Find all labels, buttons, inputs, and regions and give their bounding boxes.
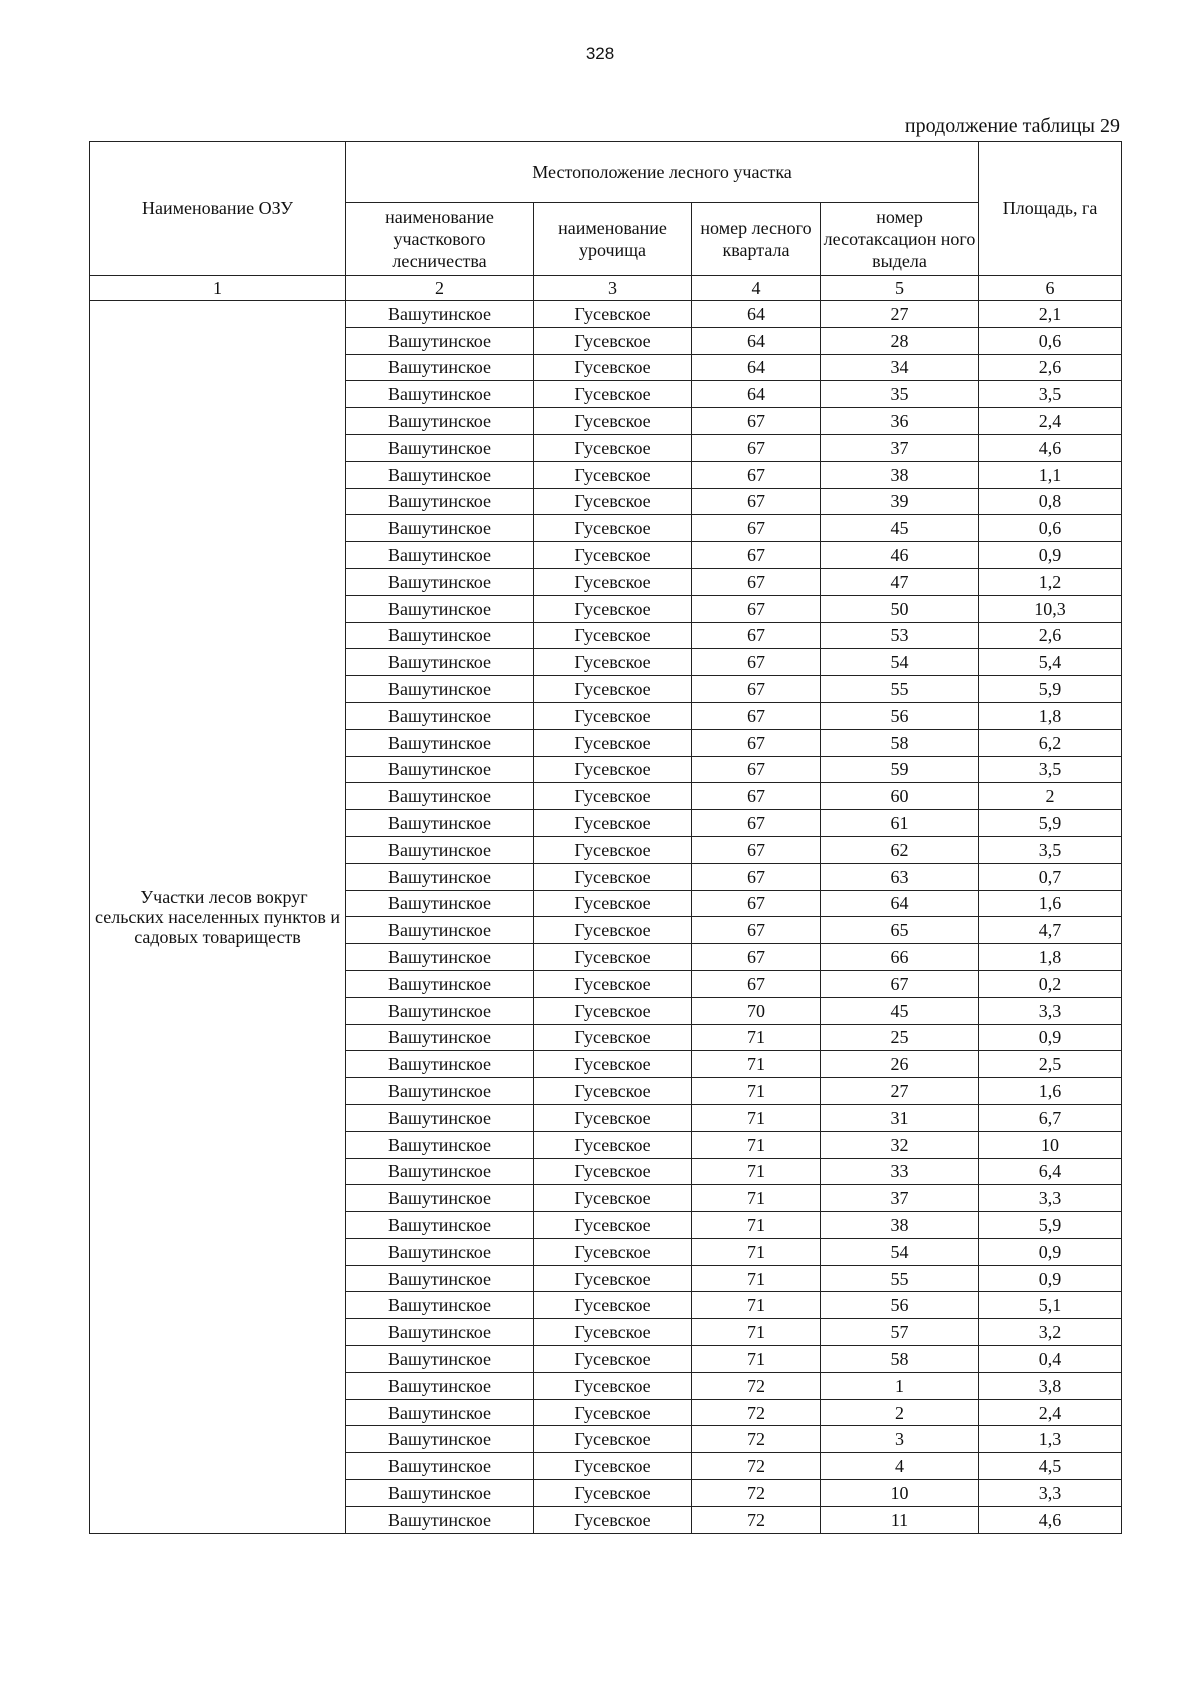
cell-quarter: 71 xyxy=(692,1212,821,1239)
cell-area: 3,5 xyxy=(979,756,1122,783)
cell-tract: Гусевское xyxy=(534,970,692,997)
cell-quarter: 71 xyxy=(692,1346,821,1373)
cell-quarter: 71 xyxy=(692,1265,821,1292)
cell-area: 1,6 xyxy=(979,890,1122,917)
cell-forestry: Вашутинское xyxy=(346,488,534,515)
cell-tract: Гусевское xyxy=(534,1319,692,1346)
header-area: Площадь, га xyxy=(979,142,1122,276)
cell-area: 0,6 xyxy=(979,515,1122,542)
cell-allotment: 67 xyxy=(821,970,979,997)
cell-forestry: Вашутинское xyxy=(346,1426,534,1453)
cell-tract: Гусевское xyxy=(534,1238,692,1265)
cell-quarter: 67 xyxy=(692,863,821,890)
cell-forestry: Вашутинское xyxy=(346,1319,534,1346)
cell-allotment: 58 xyxy=(821,729,979,756)
cell-forestry: Вашутинское xyxy=(346,1480,534,1507)
cell-allotment: 54 xyxy=(821,1238,979,1265)
cell-tract: Гусевское xyxy=(534,1024,692,1051)
cell-area: 5,4 xyxy=(979,649,1122,676)
cell-area: 6,2 xyxy=(979,729,1122,756)
ozu-label-line1: Участки лесов вокруг xyxy=(140,886,308,907)
cell-quarter: 67 xyxy=(692,461,821,488)
cell-forestry: Вашутинское xyxy=(346,1158,534,1185)
table-row xyxy=(90,301,1122,328)
cell-allotment: 10 xyxy=(821,1480,979,1507)
column-number: 4 xyxy=(692,276,821,301)
cell-area: 6,4 xyxy=(979,1158,1122,1185)
forest-plots-table xyxy=(89,141,1122,1534)
cell-allotment: 62 xyxy=(821,836,979,863)
cell-forestry: Вашутинское xyxy=(346,408,534,435)
cell-forestry: Вашутинское xyxy=(346,1051,534,1078)
cell-quarter: 64 xyxy=(692,381,821,408)
column-number: 5 xyxy=(821,276,979,301)
cell-tract: Гусевское xyxy=(534,354,692,381)
cell-area: 5,9 xyxy=(979,1212,1122,1239)
cell-allotment: 38 xyxy=(821,461,979,488)
cell-tract: Гусевское xyxy=(534,836,692,863)
cell-area: 4,6 xyxy=(979,434,1122,461)
cell-tract: Гусевское xyxy=(534,1051,692,1078)
cell-forestry: Вашутинское xyxy=(346,756,534,783)
cell-quarter: 72 xyxy=(692,1426,821,1453)
cell-quarter: 72 xyxy=(692,1480,821,1507)
cell-quarter: 67 xyxy=(692,568,821,595)
cell-quarter: 67 xyxy=(692,542,821,569)
cell-tract: Гусевское xyxy=(534,944,692,971)
cell-tract: Гусевское xyxy=(534,1104,692,1131)
cell-forestry: Вашутинское xyxy=(346,1292,534,1319)
header-ozu-name: Наименование ОЗУ xyxy=(90,142,346,276)
cell-area: 2,6 xyxy=(979,354,1122,381)
cell-tract: Гусевское xyxy=(534,997,692,1024)
cell-forestry: Вашутинское xyxy=(346,997,534,1024)
cell-quarter: 67 xyxy=(692,595,821,622)
cell-tract: Гусевское xyxy=(534,461,692,488)
cell-forestry: Вашутинское xyxy=(346,515,534,542)
cell-allotment: 26 xyxy=(821,1051,979,1078)
cell-area: 2,5 xyxy=(979,1051,1122,1078)
cell-tract: Гусевское xyxy=(534,515,692,542)
cell-tract: Гусевское xyxy=(534,1292,692,1319)
cell-forestry: Вашутинское xyxy=(346,1346,534,1373)
cell-area: 2,4 xyxy=(979,408,1122,435)
cell-quarter: 64 xyxy=(692,327,821,354)
cell-forestry: Вашутинское xyxy=(346,622,534,649)
cell-allotment: 37 xyxy=(821,434,979,461)
header-allotment: номер лесотаксацион ного выдела xyxy=(821,203,979,276)
cell-allotment: 28 xyxy=(821,327,979,354)
cell-area: 10,3 xyxy=(979,595,1122,622)
header-tract: наименование урочища xyxy=(534,203,692,276)
cell-quarter: 72 xyxy=(692,1372,821,1399)
cell-quarter: 67 xyxy=(692,756,821,783)
cell-quarter: 67 xyxy=(692,622,821,649)
cell-tract: Гусевское xyxy=(534,890,692,917)
cell-allotment: 55 xyxy=(821,676,979,703)
cell-tract: Гусевское xyxy=(534,622,692,649)
cell-area: 3,3 xyxy=(979,1185,1122,1212)
cell-area: 2,4 xyxy=(979,1399,1122,1426)
cell-tract: Гусевское xyxy=(534,1399,692,1426)
cell-quarter: 71 xyxy=(692,1024,821,1051)
cell-forestry: Вашутинское xyxy=(346,783,534,810)
cell-area: 4,7 xyxy=(979,917,1122,944)
cell-tract: Гусевское xyxy=(534,595,692,622)
cell-forestry: Вашутинское xyxy=(346,568,534,595)
cell-forestry: Вашутинское xyxy=(346,970,534,997)
cell-quarter: 67 xyxy=(692,729,821,756)
cell-quarter: 67 xyxy=(692,676,821,703)
cell-quarter: 67 xyxy=(692,515,821,542)
cell-forestry: Вашутинское xyxy=(346,542,534,569)
cell-area: 5,1 xyxy=(979,1292,1122,1319)
cell-forestry: Вашутинское xyxy=(346,944,534,971)
cell-allotment: 59 xyxy=(821,756,979,783)
cell-tract: Гусевское xyxy=(534,408,692,435)
cell-quarter: 67 xyxy=(692,702,821,729)
cell-forestry: Вашутинское xyxy=(346,1078,534,1105)
cell-forestry: Вашутинское xyxy=(346,1131,534,1158)
cell-allotment: 4 xyxy=(821,1453,979,1480)
cell-area: 1,6 xyxy=(979,1078,1122,1105)
ozu-label-rest: сельских населенных пунктов и садовых товариществ xyxy=(95,906,340,947)
cell-area: 1,2 xyxy=(979,568,1122,595)
cell-forestry: Вашутинское xyxy=(346,890,534,917)
cell-tract: Гусевское xyxy=(534,301,692,328)
cell-area: 3,8 xyxy=(979,1372,1122,1399)
cell-tract: Гусевское xyxy=(534,1506,692,1533)
cell-tract: Гусевское xyxy=(534,649,692,676)
cell-tract: Гусевское xyxy=(534,729,692,756)
cell-tract: Гусевское xyxy=(534,542,692,569)
cell-quarter: 71 xyxy=(692,1051,821,1078)
cell-tract: Гусевское xyxy=(534,327,692,354)
cell-quarter: 71 xyxy=(692,1158,821,1185)
cell-area: 10 xyxy=(979,1131,1122,1158)
cell-tract: Гусевское xyxy=(534,1185,692,1212)
cell-forestry: Вашутинское xyxy=(346,1238,534,1265)
cell-allotment: 47 xyxy=(821,568,979,595)
column-number: 3 xyxy=(534,276,692,301)
cell-forestry: Вашутинское xyxy=(346,595,534,622)
cell-area: 0,7 xyxy=(979,863,1122,890)
cell-area: 0,9 xyxy=(979,1238,1122,1265)
cell-quarter: 72 xyxy=(692,1506,821,1533)
cell-quarter: 71 xyxy=(692,1238,821,1265)
cell-allotment: 66 xyxy=(821,944,979,971)
cell-allotment: 36 xyxy=(821,408,979,435)
cell-allotment: 55 xyxy=(821,1265,979,1292)
cell-tract: Гусевское xyxy=(534,1265,692,1292)
cell-quarter: 67 xyxy=(692,836,821,863)
cell-allotment: 38 xyxy=(821,1212,979,1239)
cell-allotment: 25 xyxy=(821,1024,979,1051)
cell-tract: Гусевское xyxy=(534,863,692,890)
cell-allotment: 11 xyxy=(821,1506,979,1533)
cell-allotment: 45 xyxy=(821,997,979,1024)
cell-forestry: Вашутинское xyxy=(346,1453,534,1480)
cell-tract: Гусевское xyxy=(534,434,692,461)
cell-forestry: Вашутинское xyxy=(346,863,534,890)
cell-allotment: 65 xyxy=(821,917,979,944)
cell-forestry: Вашутинское xyxy=(346,676,534,703)
cell-area: 0,9 xyxy=(979,1024,1122,1051)
column-number-row xyxy=(90,276,1122,301)
cell-tract: Гусевское xyxy=(534,1346,692,1373)
cell-forestry: Вашутинское xyxy=(346,1024,534,1051)
cell-tract: Гусевское xyxy=(534,488,692,515)
cell-area: 3,3 xyxy=(979,997,1122,1024)
cell-allotment: 54 xyxy=(821,649,979,676)
cell-area: 3,3 xyxy=(979,1480,1122,1507)
cell-allotment: 32 xyxy=(821,1131,979,1158)
cell-quarter: 71 xyxy=(692,1185,821,1212)
cell-area: 5,9 xyxy=(979,676,1122,703)
cell-quarter: 64 xyxy=(692,301,821,328)
cell-allotment: 60 xyxy=(821,783,979,810)
cell-tract: Гусевское xyxy=(534,381,692,408)
cell-quarter: 71 xyxy=(692,1131,821,1158)
cell-forestry: Вашутинское xyxy=(346,354,534,381)
cell-allotment: 33 xyxy=(821,1158,979,1185)
cell-quarter: 71 xyxy=(692,1292,821,1319)
cell-forestry: Вашутинское xyxy=(346,729,534,756)
cell-quarter: 71 xyxy=(692,1078,821,1105)
cell-area: 2,6 xyxy=(979,622,1122,649)
cell-forestry: Вашутинское xyxy=(346,327,534,354)
cell-quarter: 67 xyxy=(692,434,821,461)
cell-forestry: Вашутинское xyxy=(346,381,534,408)
cell-forestry: Вашутинское xyxy=(346,702,534,729)
cell-area: 0,2 xyxy=(979,970,1122,997)
cell-tract: Гусевское xyxy=(534,1131,692,1158)
cell-quarter: 67 xyxy=(692,917,821,944)
cell-tract: Гусевское xyxy=(534,756,692,783)
cell-tract: Гусевское xyxy=(534,676,692,703)
page-number: 328 xyxy=(585,44,615,63)
cell-area: 5,9 xyxy=(979,810,1122,837)
cell-tract: Гусевское xyxy=(534,1078,692,1105)
cell-allotment: 2 xyxy=(821,1399,979,1426)
cell-tract: Гусевское xyxy=(534,1480,692,1507)
cell-allotment: 31 xyxy=(821,1104,979,1131)
cell-allotment: 27 xyxy=(821,301,979,328)
cell-allotment: 50 xyxy=(821,595,979,622)
cell-allotment: 46 xyxy=(821,542,979,569)
cell-quarter: 72 xyxy=(692,1453,821,1480)
header-row xyxy=(90,142,1122,203)
cell-allotment: 1 xyxy=(821,1372,979,1399)
cell-forestry: Вашутинское xyxy=(346,1185,534,1212)
cell-tract: Гусевское xyxy=(534,568,692,595)
cell-area: 1,1 xyxy=(979,461,1122,488)
cell-allotment: 39 xyxy=(821,488,979,515)
header-quarter: номер лесного квартала xyxy=(692,203,821,276)
cell-area: 4,5 xyxy=(979,1453,1122,1480)
cell-quarter: 67 xyxy=(692,408,821,435)
cell-area: 3,2 xyxy=(979,1319,1122,1346)
cell-quarter: 67 xyxy=(692,944,821,971)
cell-allotment: 45 xyxy=(821,515,979,542)
cell-quarter: 67 xyxy=(692,488,821,515)
cell-forestry: Вашутинское xyxy=(346,1104,534,1131)
cell-tract: Гусевское xyxy=(534,1372,692,1399)
cell-forestry: Вашутинское xyxy=(346,461,534,488)
cell-quarter: 71 xyxy=(692,1104,821,1131)
cell-area: 3,5 xyxy=(979,836,1122,863)
cell-tract: Гусевское xyxy=(534,783,692,810)
cell-quarter: 67 xyxy=(692,970,821,997)
cell-allotment: 61 xyxy=(821,810,979,837)
cell-forestry: Вашутинское xyxy=(346,836,534,863)
cell-area: 2,1 xyxy=(979,301,1122,328)
cell-allotment: 56 xyxy=(821,1292,979,1319)
cell-allotment: 53 xyxy=(821,622,979,649)
cell-allotment: 64 xyxy=(821,890,979,917)
cell-area: 0,6 xyxy=(979,327,1122,354)
cell-forestry: Вашутинское xyxy=(346,1265,534,1292)
cell-quarter: 70 xyxy=(692,997,821,1024)
cell-area: 6,7 xyxy=(979,1104,1122,1131)
cell-area: 0,4 xyxy=(979,1346,1122,1373)
cell-area: 0,9 xyxy=(979,1265,1122,1292)
cell-area: 0,9 xyxy=(979,542,1122,569)
cell-quarter: 71 xyxy=(692,1319,821,1346)
cell-area: 1,8 xyxy=(979,702,1122,729)
cell-forestry: Вашутинское xyxy=(346,810,534,837)
cell-tract: Гусевское xyxy=(534,810,692,837)
cell-area: 0,8 xyxy=(979,488,1122,515)
header-location: Местоположение лесного участка xyxy=(346,142,979,203)
header-forestry: наименование участкового лесничества xyxy=(346,203,534,276)
cell-forestry: Вашутинское xyxy=(346,434,534,461)
cell-quarter: 67 xyxy=(692,810,821,837)
cell-allotment: 63 xyxy=(821,863,979,890)
cell-forestry: Вашутинское xyxy=(346,1399,534,1426)
cell-quarter: 64 xyxy=(692,354,821,381)
cell-quarter: 67 xyxy=(692,649,821,676)
cell-tract: Гусевское xyxy=(534,1158,692,1185)
table-caption: продолжение таблицы 29 xyxy=(904,115,1120,137)
column-number: 6 xyxy=(979,276,1122,301)
cell-forestry: Вашутинское xyxy=(346,301,534,328)
cell-allotment: 35 xyxy=(821,381,979,408)
cell-tract: Гусевское xyxy=(534,1212,692,1239)
cell-allotment: 57 xyxy=(821,1319,979,1346)
cell-tract: Гусевское xyxy=(534,702,692,729)
cell-allotment: 58 xyxy=(821,1346,979,1373)
cell-allotment: 34 xyxy=(821,354,979,381)
column-number: 2 xyxy=(346,276,534,301)
ozu-group-label xyxy=(90,301,346,1534)
cell-tract: Гусевское xyxy=(534,917,692,944)
cell-quarter: 67 xyxy=(692,890,821,917)
cell-area: 1,8 xyxy=(979,944,1122,971)
cell-area: 2 xyxy=(979,783,1122,810)
cell-quarter: 67 xyxy=(692,783,821,810)
cell-area: 3,5 xyxy=(979,381,1122,408)
cell-forestry: Вашутинское xyxy=(346,1506,534,1533)
cell-quarter: 72 xyxy=(692,1399,821,1426)
column-number: 1 xyxy=(90,276,346,301)
cell-forestry: Вашутинское xyxy=(346,917,534,944)
cell-allotment: 3 xyxy=(821,1426,979,1453)
cell-tract: Гусевское xyxy=(534,1453,692,1480)
cell-forestry: Вашутинское xyxy=(346,649,534,676)
cell-tract: Гусевское xyxy=(534,1426,692,1453)
cell-forestry: Вашутинское xyxy=(346,1212,534,1239)
cell-area: 1,3 xyxy=(979,1426,1122,1453)
cell-area: 4,6 xyxy=(979,1506,1122,1533)
cell-allotment: 37 xyxy=(821,1185,979,1212)
cell-allotment: 56 xyxy=(821,702,979,729)
cell-allotment: 27 xyxy=(821,1078,979,1105)
cell-forestry: Вашутинское xyxy=(346,1372,534,1399)
